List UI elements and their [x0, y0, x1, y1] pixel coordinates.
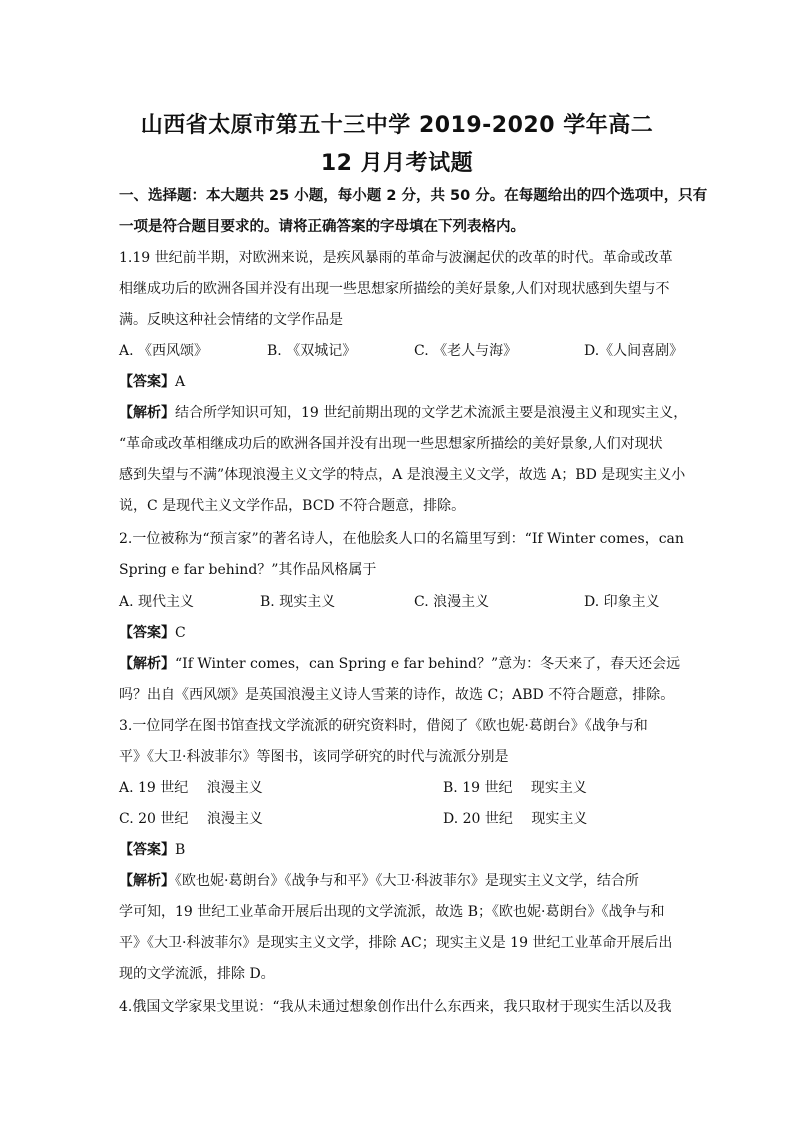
document-subtitle: 12 月月考试题 [320, 151, 474, 176]
answer-value: A [175, 374, 186, 390]
q3-option-c: C. 20 世纪 浪漫主义 [119, 811, 263, 827]
q3-option-d: D. 20 世纪 现实主义 [443, 811, 588, 827]
answer-label: 【答案】 [119, 842, 175, 858]
answer-label: 【答案】 [119, 625, 175, 641]
q1-option-b: B. 《双城记》 [267, 343, 357, 359]
q3-stem-line2: 平》《大卫·科波菲尔》等图书，该同学研究的时代与流派分别是 [119, 749, 509, 765]
q3-analysis-line4: 现的文学流派，排除 D。 [119, 966, 275, 982]
q3-analysis-line1 [119, 871, 679, 891]
q4-stem-line1: 4.俄国文学家果戈里说：“我从未通过想象创作出什么东西来，我只取材于现实生活以及我 [119, 999, 672, 1015]
q3-option-a: A. 19 世纪 浪漫主义 [119, 780, 263, 796]
q2-option-a: A. 现代主义 [119, 594, 195, 610]
q2-option-b: B. 现实主义 [260, 594, 336, 610]
q1-analysis-line2: “革命或改革相继成功后的欧洲各国并没有出现一些思想家所描绘的美好景象,人们对现状 [119, 436, 663, 452]
q3-answer [119, 840, 679, 860]
q1-option-d: D.《人间喜剧》 [584, 343, 684, 359]
q1-analysis-line4: 说，C 是现代主义文学作品，BCD 不符合题意，排除。 [119, 498, 466, 514]
q2-analysis-line1 [119, 654, 679, 674]
q3-option-b: B. 19 世纪 现实主义 [443, 780, 587, 796]
q3-analysis-line2: 学可知，19 世纪工业革命开展后出现的文学流派，故选 B；《欧也妮·葛朗台》《战争与和 [119, 904, 665, 920]
q1-option-c: C. 《老人与海》 [414, 343, 518, 359]
q1-answer [119, 372, 679, 392]
q1-stem-line3: 满。反映这种社会情绪的文学作品是 [119, 312, 343, 328]
q1-option-a: A. 《西风颂》 [119, 343, 209, 359]
document-title: 山西省太原市第五十三中学 2019-2020 学年高二 [140, 113, 654, 138]
analysis-label: 【解析】 [119, 873, 175, 889]
section-instruction-line2: 一项是符合题目要求的。请将正确答案的字母填在下列表格内。 [119, 219, 525, 235]
analysis-label: 【解析】 [119, 656, 175, 672]
analysis-text: 结合所学知识可知，19 世纪前期出现的文学艺术流派主要是浪漫主义和现实主义， [175, 405, 688, 421]
q2-option-c: C. 浪漫主义 [414, 594, 490, 610]
q3-stem-line1: 3.一位同学在图书馆查找文学流派的研究资料时，借阅了《欧也妮·葛朗台》《战争与和 [119, 718, 648, 734]
analysis-text: “If Winter comes，can Spring e far behind？”意为：冬天来了，春天还会远 [175, 656, 681, 672]
q2-option-d: D. 印象主义 [584, 594, 660, 610]
q2-analysis-line2: 吗？出自《西风颂》是英国浪漫主义诗人雪莱的诗作，故选 C；ABD 不符合题意，排除。 [119, 687, 675, 703]
q1-analysis-line1 [119, 403, 688, 423]
q2-answer [119, 623, 679, 643]
section-instruction-line1: 一、选择题：本大题共 25 小题，每小题 2 分，共 50 分。在每题给出的四个选项中，只有 [119, 188, 708, 204]
answer-value: C [175, 625, 186, 641]
q2-stem-line2: Spring e far behind？”其作品风格属于 [119, 562, 377, 578]
q1-stem-line1: 1.19 世纪前半期，对欧洲来说，是疾风暴雨的革命与波澜起伏的改革的时代。革命或改革 [119, 250, 673, 266]
q1-analysis-line3: 感到失望与不满”体现浪漫主义文学的特点，A 是浪漫主义文学，故选 A；BD 是现实主义小 [119, 467, 686, 483]
answer-label: 【答案】 [119, 374, 175, 390]
analysis-text: 《欧也妮·葛朗台》《战争与和平》《大卫·科波菲尔》是现实主义文学，结合所 [175, 873, 639, 889]
answer-value: B [175, 842, 186, 858]
q2-stem-line1: 2.一位被称为“预言家”的著名诗人，在他脍炙人口的名篇里写到：“If Winter comes，can [119, 531, 684, 547]
analysis-label: 【解析】 [119, 405, 175, 421]
q3-analysis-line3: 平》《大卫·科波菲尔》是现实主义文学，排除 AC；现实主义是 19 世纪工业革命开展后出 [119, 935, 673, 951]
q1-stem-line2: 相继成功后的欧洲各国并没有出现一些思想家所描绘的美好景象,人们对现状感到失望与不 [119, 281, 670, 297]
